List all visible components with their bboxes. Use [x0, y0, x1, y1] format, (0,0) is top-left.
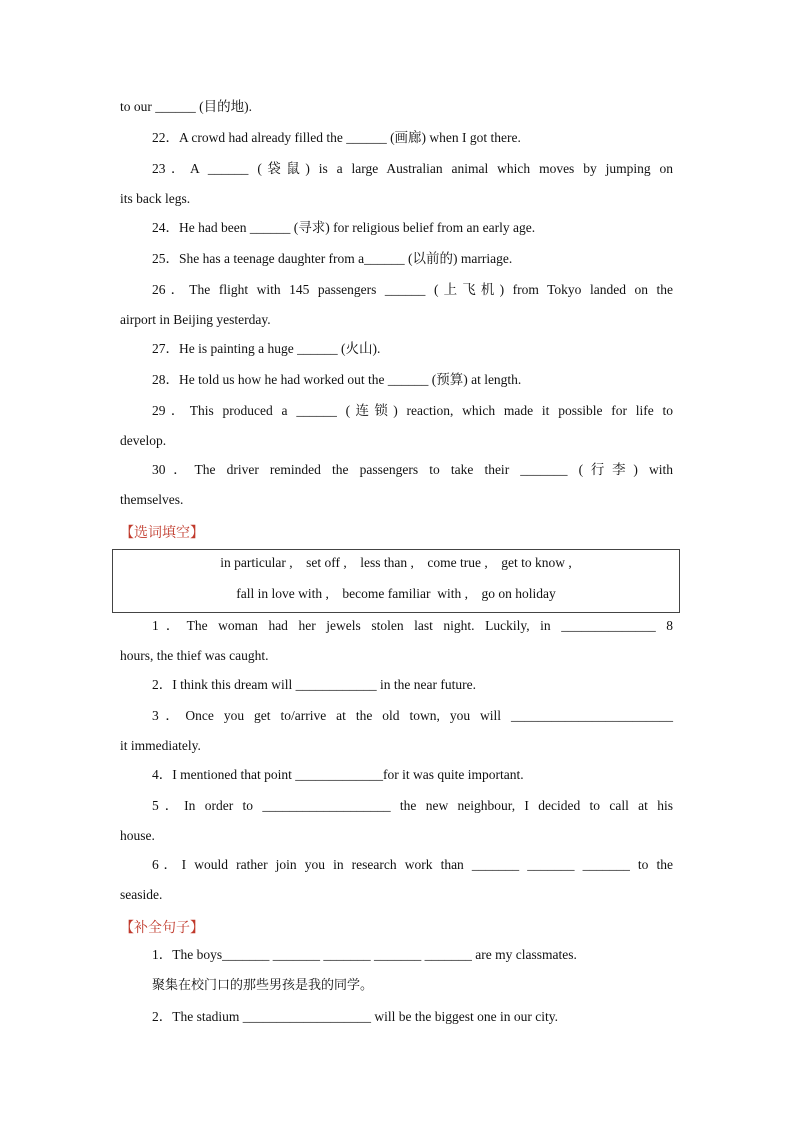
choose-q5-line1: 5．In order to ___________________ the new neighbour, I decided to call at his — [152, 798, 673, 813]
choose-q1-line2: hours, the thief was caught. — [120, 648, 269, 663]
q25: 25．She has a teenage daughter from a______ (以前的) marriage. — [152, 251, 513, 266]
q26-line1: 26．The flight with 145 passengers ______ (上飞机) from Tokyo landed on the — [152, 282, 673, 297]
complete-q1-chinese: 聚集在校门口的那些男孩是我的同学。 — [152, 978, 374, 993]
q28: 28．He told us how he had worked out the ______ (预算) at length. — [152, 372, 522, 387]
complete-q2: 2．The stadium ___________________ will be the biggest one in our city. — [152, 1009, 558, 1024]
choose-q6-line1: 6．I would rather join you in research work than _______ _______ _______ to the — [152, 857, 673, 872]
q23-line1: 23．A ______ (袋鼠) is a large Australian animal which moves by jumping on — [152, 161, 673, 176]
section-title-choose-words: 【选词填空】 — [120, 525, 204, 541]
section-title-complete-sentences: 【补全句子】 — [120, 920, 204, 936]
choose-q4: 4．I mentioned that point _____________for it was quite important. — [152, 767, 524, 782]
q24: 24．He had been ______ (寻求) for religious belief from an early age. — [152, 220, 536, 235]
q27: 27．He is painting a huge ______ (火山). — [152, 341, 381, 356]
choose-q6-line2: seaside. — [120, 887, 163, 902]
q29-line1: 29．This produced a ______ (连锁) reaction, which made it possible for life to — [152, 403, 673, 418]
choose-q3-line2: it immediately. — [120, 738, 201, 753]
choose-q3-line1: 3．Once you get to/arrive at the old town, you will ________________________ — [152, 708, 673, 723]
q21-continuation: to our ______ (目的地). — [120, 99, 252, 114]
choose-q5-line2: house. — [120, 828, 155, 843]
q30-line1: 30．The driver reminded the passengers to take their _______ (行李) with — [152, 462, 673, 477]
word-bank-row-2: fall in love with , become familiar with , go on holiday — [236, 586, 556, 601]
q22: 22．A crowd had already filled the ______ (画廊) when I got there. — [152, 130, 521, 145]
q29-line2: develop. — [120, 433, 167, 448]
choose-q1-line1: 1．The woman had her jewels stolen last night. Luckily, in ______________ 8 — [152, 618, 673, 633]
q30-line2: themselves. — [120, 492, 184, 507]
word-bank-box — [112, 549, 680, 613]
choose-q2: 2．I think this dream will ____________ in the near future. — [152, 677, 476, 692]
q26-line2: airport in Beijing yesterday. — [120, 312, 271, 327]
word-bank-row-1: in particular , set off , less than , come true , get to know , — [220, 555, 572, 570]
complete-q1: 1．The boys_______ _______ _______ _______ _______ are my classmates. — [152, 947, 577, 962]
q23-line2: its back legs. — [120, 191, 191, 206]
